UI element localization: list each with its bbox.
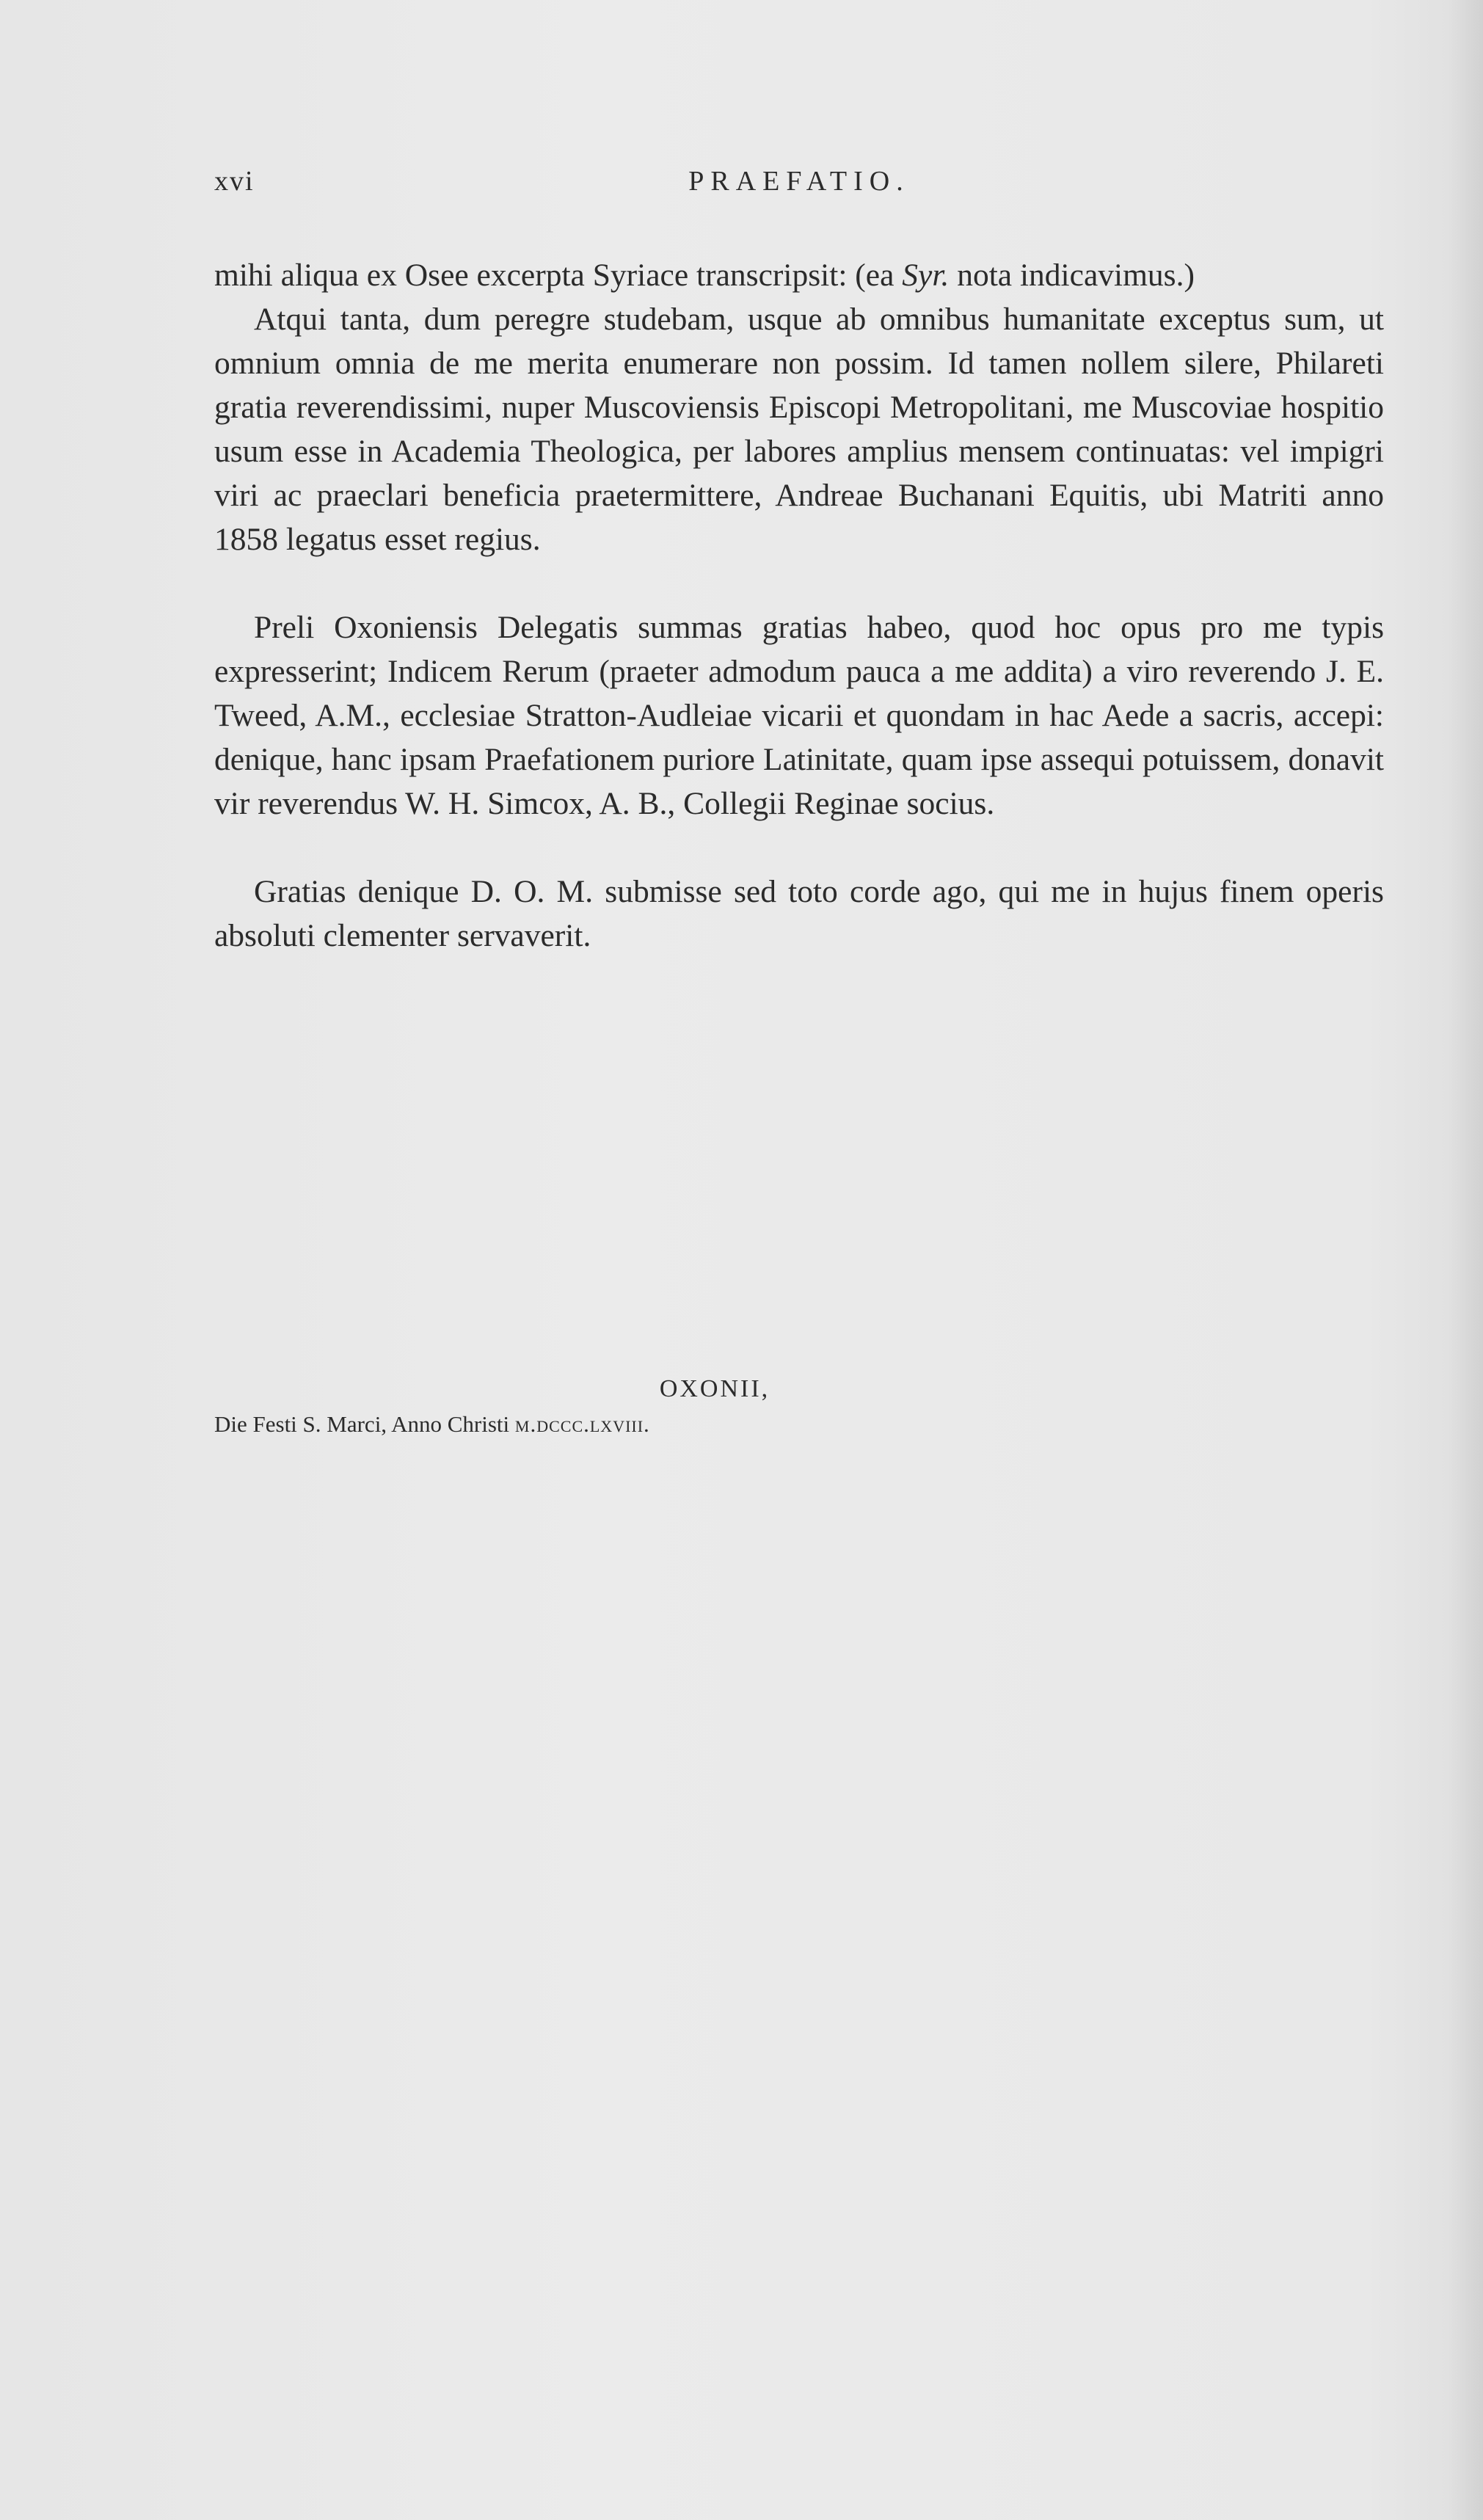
- preface-body: [214, 253, 1384, 958]
- paragraph-acknowledgements: Atqui tanta, dum peregre studebam, usque ab omnibus humanitate exceptus sum, ut omnium omnia de me merita enumerare non possim. Id tamen nollem silere, Philareti gratia reverendissimi, nuper Muscoviensis Episcopi Metropolitani, me Muscoviae hospitio usum esse in Academia Theologica, per labores amplius mensem continuatas: vel impigri viri ac praeclari beneficia praetermittere, Andreae Buchanani Equitis, ubi Matriti anno 1858 legatus esset regius.: [214, 302, 1384, 557]
- page-edge-shadow: [1448, 0, 1483, 2520]
- signoff-date-prefix: Die Festi S. Marci, Anno Christi: [214, 1411, 515, 1437]
- signoff-place: OXONII,: [659, 1375, 770, 1402]
- signoff-date-year: m.dccc.lxviii.: [514, 1411, 650, 1437]
- signoff: [214, 1372, 1384, 1441]
- paragraph-1-tail: nota indicavimus.): [949, 258, 1195, 293]
- page-number: xvi: [214, 166, 255, 197]
- paragraph-closing: Gratias denique D. O. M. submisse sed toto corde ago, qui me in hujus finem operis absoluti clementer servaverit.: [214, 874, 1384, 953]
- page-header: [214, 165, 1388, 209]
- paragraph-1-lead: mihi aliqua ex Osee excerpta Syriace transcripsit: (ea: [214, 258, 903, 293]
- running-head: PRAEFATIO.: [688, 166, 910, 197]
- paragraph-delegates: Preli Oxoniensis Delegatis summas gratias habeo, quod hoc opus pro me typis expresserint; Indicem Rerum (praeter admodum pauca a me addita) a viro reverendo J. E. Tweed, A.M., ecclesiae Stratton-Audleiae vicarii et quondam in hac Aede a sacris, accepi: denique, hanc ipsam Praefationem puriore Latinitate, quam ipse assequi potuissem, donavit vir reverendus W. H. Simcox, A. B., Collegii Reginae socius.: [214, 610, 1384, 821]
- signoff-date: [214, 1408, 1384, 1441]
- paragraph-continuation: [214, 253, 1384, 297]
- paragraph-1-abbrev: Syr.: [902, 258, 950, 293]
